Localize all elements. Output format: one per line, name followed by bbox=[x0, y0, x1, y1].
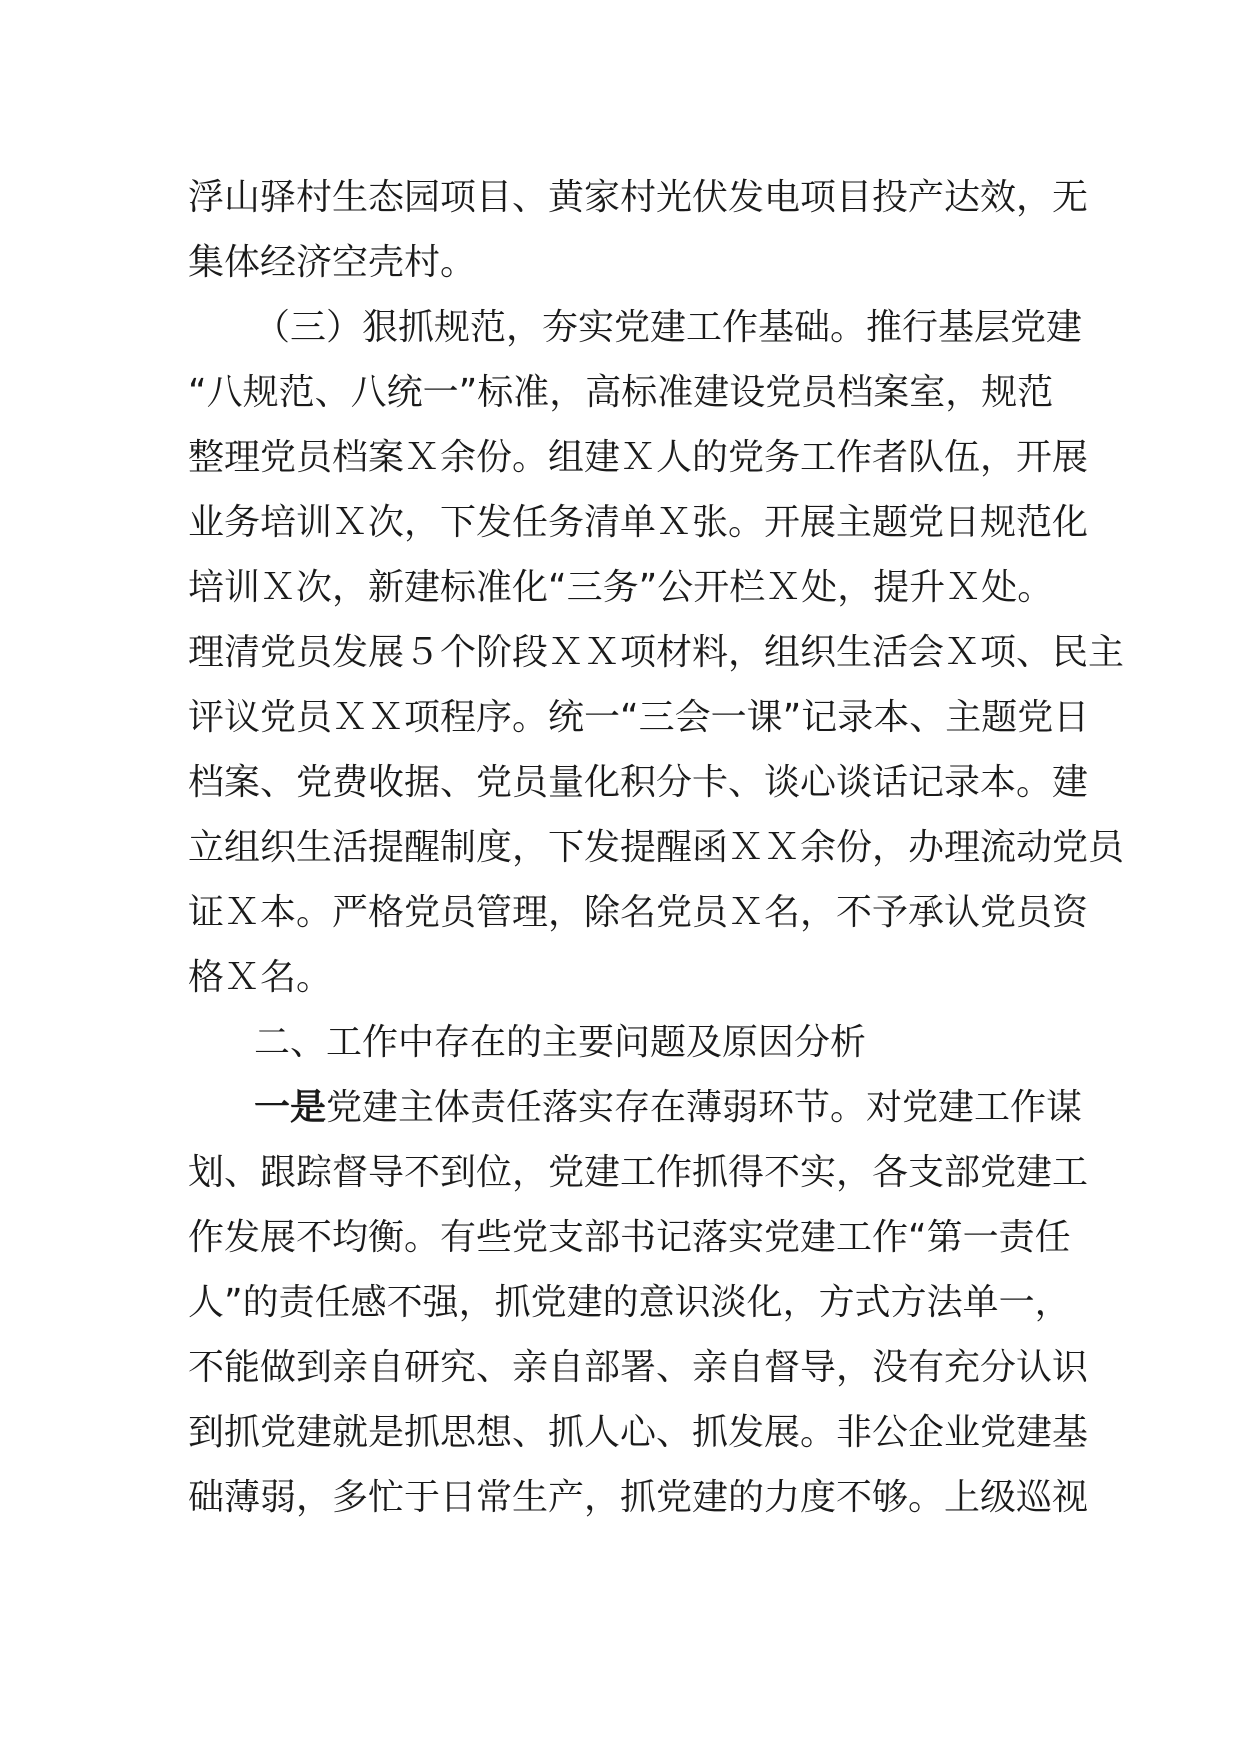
text-line: 划、跟踪督导不到位，党建工作抓得不实，各支部党建工 bbox=[188, 1152, 1089, 1193]
bold-lead: 一是 bbox=[254, 1087, 327, 1128]
text-line: 集体经济空壳村。 bbox=[188, 242, 477, 283]
text-line: 业务培训Ｘ次，下发任务清单Ｘ张。开展主题党日规范化 bbox=[188, 502, 1089, 543]
section-heading-3: （三）狠抓规范，夯实党建工作基础。推行基层党建 bbox=[254, 307, 1083, 348]
text-line: 格Ｘ名。 bbox=[188, 957, 333, 998]
text-line: 础薄弱，多忙于日常生产，抓党建的力度不够。上级巡视 bbox=[188, 1477, 1089, 1518]
text-line: 整理党员档案Ｘ余份。组建Ｘ人的党务工作者队伍，开展 bbox=[188, 437, 1089, 478]
text-line: 浮山驿村生态园项目、黄家村光伏发电项目投产达效，无 bbox=[188, 177, 1089, 218]
text-line: 人”的责任感不强，抓党建的意识淡化，方式方法单一， bbox=[188, 1282, 1071, 1323]
text-line: 档案、党费收据、党员量化积分卡、谈心谈话记录本。建 bbox=[188, 762, 1089, 803]
text-line: 不能做到亲自研究、亲自部署、亲自督导，没有充分认识 bbox=[188, 1347, 1089, 1388]
text-line: “八规范、八统一”标准，高标准建设党员档案室，规范 bbox=[188, 372, 1054, 413]
text-line: 立组织生活提醒制度，下发提醒函ＸＸ余份，办理流动党员 bbox=[188, 827, 1125, 868]
section-heading-2: 二、工作中存在的主要问题及原因分析 bbox=[254, 1022, 867, 1063]
text-line: 证Ｘ本。严格党员管理，除名党员Ｘ名，不予承认党员资 bbox=[188, 892, 1089, 933]
document-body bbox=[188, 165, 1125, 1530]
text-line: 作发展不均衡。有些党支部书记落实党建工作“第一责任 bbox=[188, 1217, 1071, 1258]
paragraph-first-line bbox=[188, 1075, 1083, 1140]
text-line: 到抓党建就是抓思想、抓人心、抓发展。非公企业党建基 bbox=[188, 1412, 1089, 1453]
text-line: 培训Ｘ次，新建标准化“三务”公开栏Ｘ处，提升Ｘ处。 bbox=[188, 567, 1054, 608]
text-line: 理清党员发展５个阶段ＸＸ项材料，组织生活会Ｘ项、民主 bbox=[188, 632, 1125, 673]
text-line: 党建主体责任落实存在薄弱环节。对党建工作谋 bbox=[326, 1087, 1083, 1128]
text-line: 评议党员ＸＸ项程序。统一“三会一课”记录本、主题党日 bbox=[188, 697, 1090, 738]
